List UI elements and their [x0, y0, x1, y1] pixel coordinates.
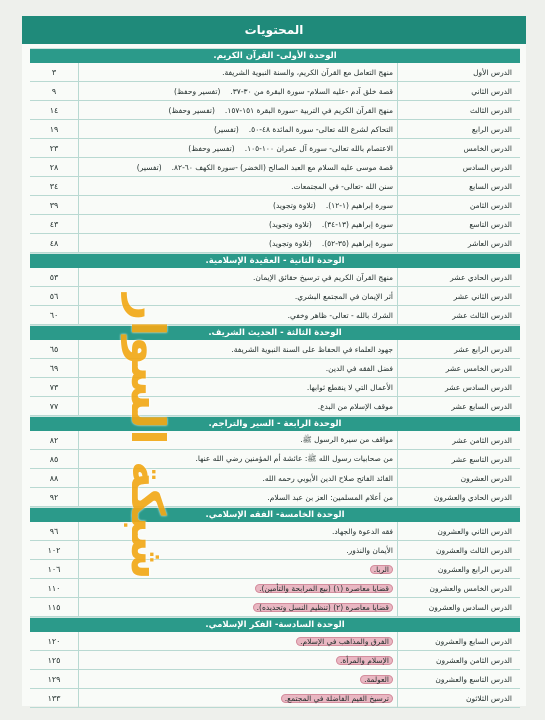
lesson-topic-text: فضل الفقه في الدين. [325, 363, 393, 373]
page-number: ٦٠ [30, 306, 79, 324]
lesson-topic-text: الفرق والمذاهب في الإسلام. [296, 637, 393, 646]
lesson-type-tag: (تفسير وحفظ) [173, 86, 221, 96]
lesson-type-tag: (تلاوة وتجويد) [269, 219, 312, 229]
page-number: ٧٣ [30, 378, 79, 396]
toc-row[interactable] [30, 196, 520, 215]
toc-row[interactable] [30, 397, 520, 416]
page-number: ٩٢ [30, 488, 79, 506]
toc-row[interactable] [30, 306, 520, 325]
toc-row[interactable] [30, 215, 520, 234]
page-number: ١١٠ [30, 579, 79, 597]
page-number: ٨٨ [30, 469, 79, 487]
lesson-topic [79, 177, 398, 195]
toc-row[interactable] [30, 522, 520, 541]
page-number: ٢٣ [30, 139, 79, 157]
toc-row[interactable] [30, 268, 520, 287]
lesson-topic [79, 139, 398, 157]
lesson-name: الدرس الحادي والعشرون [433, 492, 512, 502]
page-number: ٤٣ [30, 215, 79, 233]
lesson-name: الدرس الثامن والعشرون [435, 655, 512, 665]
toc-row[interactable] [30, 560, 520, 579]
lesson-name: الدرس التاسع والعشرون [435, 674, 512, 684]
lesson-name: الدرس السابع [469, 181, 512, 191]
page-number: ٣ [30, 63, 79, 81]
page-number: ٣٤ [30, 177, 79, 195]
lesson-topic [79, 158, 398, 176]
unit-header: الوحدة الثانية - العقيدة الإسلامية. [30, 253, 520, 268]
page-number: ١٣٣ [30, 689, 79, 707]
lesson-topic-text: فقه الدعوة والجهاد. [331, 526, 393, 536]
toc-row[interactable] [30, 598, 520, 617]
lesson-name: الدرس الخامس [463, 143, 512, 153]
toc-row[interactable] [30, 139, 520, 158]
lesson-topic-text: سورة إبراهيم (٣٥-٥٢). [321, 238, 393, 248]
lesson-topic-text: سورة إبراهيم (١٣-٣٤). [321, 219, 393, 229]
toc-row[interactable] [30, 158, 520, 177]
lesson-topic [79, 689, 398, 707]
unit-header: الوحدة الرابعة - السير والتراجم. [30, 416, 520, 431]
lesson-topic-text: الربا. [370, 565, 393, 574]
lesson-topic [79, 651, 398, 669]
lesson-topic-text: قصة خلق آدم -عليه السلام- سورة البقرة من ٣٠-٣٧. [230, 86, 393, 96]
lesson-name: الدرس الثاني عشر [453, 291, 512, 301]
lesson-type-tag: (تلاوة وتجويد) [273, 200, 316, 210]
lesson-type-tag: (تلاوة وتجويد) [269, 238, 312, 248]
lesson-name: الدرس الثامن عشر [452, 435, 512, 445]
lesson-type-tag: (تفسير وحفظ) [168, 105, 215, 115]
lesson-topic-text: جهود العلماء في الحفاظ على السنة النبوية الشريفة. [231, 344, 393, 354]
page-number: ٧٧ [30, 397, 79, 415]
page-number: ١٩ [30, 120, 79, 138]
lesson-name: الدرس الرابع والعشرون [437, 564, 512, 574]
page-number: ٩٦ [30, 522, 79, 540]
toc-row[interactable] [30, 120, 520, 139]
toc-row[interactable] [30, 431, 520, 450]
lesson-name: الدرس الأول [473, 67, 512, 77]
lesson-name: الدرس السابع والعشرون [435, 636, 512, 646]
lesson-topic-text: الشرك بالله - تعالى- ظاهر وخفي. [287, 310, 393, 320]
lesson-topic-text: القائد الفاتح صلاح الدين الأيوبي رحمه الله. [262, 473, 393, 483]
lesson-name: الدرس العاشر [467, 238, 512, 248]
lesson-topic-text: مواقف من سيرة الرسول ﷺ. [300, 434, 393, 444]
page-number: ١٤ [30, 101, 79, 119]
lesson-name: الدرس الثالث والعشرون [436, 545, 512, 555]
unit-header: الوحدة السادسة- الفكر الإسلامي. [30, 617, 520, 632]
lesson-topic-text: العولمة. [360, 675, 393, 684]
unit-header: الوحدة الخامسة- الفقه الإسلامي. [30, 507, 520, 522]
lesson-name: الدرس الثالث [469, 105, 512, 115]
lesson-type-tag: (تفسير) [136, 162, 162, 172]
page-number: ١٢٠ [30, 632, 79, 650]
lesson-topic-text: ترسيخ القيم الفاضلة في المجتمع. [281, 694, 393, 703]
toc-row[interactable] [30, 632, 520, 651]
toc-row[interactable] [30, 63, 520, 82]
page-number: ١١٥ [30, 598, 79, 616]
toc-row[interactable] [30, 82, 520, 101]
page-number: ٢٨ [30, 158, 79, 176]
lesson-type-tag: (تفسير) [213, 124, 239, 134]
lesson-name: الدرس الثلاثون [465, 693, 512, 703]
page-number: ١٠٢ [30, 541, 79, 559]
page-number: ١٠٦ [30, 560, 79, 578]
lesson-topic [79, 63, 398, 81]
lesson-topic-text: منهج القرآن الكريم في ترسيخ حقائق الإيمان. [253, 272, 393, 282]
toc-row[interactable] [30, 359, 520, 378]
page-number: ٨٥ [30, 450, 79, 468]
lesson-topic-text: منهج التعامل مع القرآن الكريم، والسنة النبوية الشريفة. [222, 67, 393, 77]
lesson-topic [79, 196, 398, 214]
lesson-topic-text: الأيمان والنذور. [346, 545, 393, 555]
toc-row[interactable] [30, 469, 520, 488]
toc-row[interactable] [30, 651, 520, 670]
lesson-topic-text: أثر الإيمان في المجتمع البشري. [294, 291, 393, 301]
contents-title: المحتويات [22, 16, 526, 44]
lesson-topic-text: الإسلام والمرأة. [336, 656, 393, 665]
unit-header: الوحدة الثالثة - الحديث الشريف. [30, 325, 520, 340]
toc-row[interactable] [30, 234, 520, 253]
lesson-name: الدرس السادس والعشرون [428, 602, 512, 612]
lesson-name: الدرس العشرون [460, 473, 512, 483]
lesson-name: الدرس الثالث عشر [452, 310, 512, 320]
lesson-name: الدرس السادس عشر [445, 382, 512, 392]
lesson-name: الدرس الخامس والعشرون [429, 583, 512, 593]
toc-row[interactable] [30, 579, 520, 598]
lesson-name: الدرس الثاني [471, 86, 512, 96]
page-number: ٩ [30, 82, 79, 100]
lesson-topic [79, 101, 398, 119]
toc-row[interactable] [30, 450, 520, 469]
toc-row[interactable] [30, 177, 520, 196]
lesson-topic-text: الأعمال التي لا ينقطع ثوابها. [306, 382, 393, 392]
lesson-topic [79, 120, 398, 138]
lesson-type-tag: (تفسير وحفظ) [188, 143, 235, 153]
toc-row[interactable] [30, 541, 520, 560]
page-number: ٤٨ [30, 234, 79, 252]
lesson-topic-text: من صحابيات رسول الله ﷺ: عائشة أم المؤمنين رضي الله عنها. [195, 453, 393, 463]
lesson-topic-text: الاعتصام بالله تعالى- سورة آل عمران ١٠٠-١٠٥. [244, 143, 393, 153]
toc-row[interactable] [30, 340, 520, 359]
page-number: ١٢٩ [30, 670, 79, 688]
page-number: ١٢٥ [30, 651, 79, 669]
lesson-name: الدرس السادس [462, 162, 512, 172]
toc-row[interactable] [30, 287, 520, 306]
toc-row[interactable] [30, 689, 520, 708]
toc-row[interactable] [30, 670, 520, 689]
toc-row[interactable] [30, 101, 520, 120]
toc-row[interactable] [30, 488, 520, 507]
lesson-name: الدرس الخامس عشر [445, 363, 512, 373]
lesson-name: الدرس التاسع [469, 219, 512, 229]
lesson-name: الدرس السابع عشر [451, 401, 512, 411]
lesson-topic-text: سنن الله -تعالى- في المجتمعات. [291, 181, 393, 191]
lesson-topic [79, 215, 398, 233]
page-number: ٦٩ [30, 359, 79, 377]
table-of-contents [30, 48, 520, 708]
page-number: ٨٢ [30, 431, 79, 449]
lesson-topic-text: قضايا معاصرة (٢) (تنظيم النسل وتحديده). [253, 603, 393, 612]
watermark: شبكة السوار [121, 294, 175, 580]
page-number: ٦٥ [30, 340, 79, 358]
lesson-topic-text: قصة موسى عليه السلام مع العبد الصالح (الخضر) -سورة الكهف ٦٠-٨٢. [171, 162, 393, 172]
page-number: ٥٣ [30, 268, 79, 286]
lesson-topic [79, 82, 398, 100]
lesson-topic-text: قضايا معاصرة (١) (بيع المرابحة والتأمين). [255, 584, 393, 593]
lesson-name: الدرس الحادي عشر [450, 272, 512, 282]
page-number: ٣٩ [30, 196, 79, 214]
lesson-name: الدرس الرابع عشر [454, 344, 512, 354]
page-number: ٥٦ [30, 287, 79, 305]
lesson-name: الدرس الرابع [471, 124, 512, 134]
lesson-topic-text: من أعلام المسلمين: العز بن عبد السلام. [267, 492, 393, 502]
lesson-topic-text: سورة إبراهيم (١-١٢). [325, 200, 393, 210]
lesson-topic [79, 670, 398, 688]
lesson-topic-text: منهج القرآن الكريم في التربية -سورة البقرة ١٥١-١٥٧. [224, 105, 393, 115]
lesson-topic-text: التحاكم لشرع الله تعالى- سورة المائدة ٤٨-٥٠. [248, 124, 393, 134]
lesson-topic-text: موقف الإسلام من البدع. [317, 401, 393, 411]
lesson-name: الدرس التاسع عشر [451, 454, 512, 464]
unit-header: الوحدة الأولى- القرآن الكريم. [30, 48, 520, 63]
lesson-name: الدرس الثاني والعشرون [437, 526, 512, 536]
toc-row[interactable] [30, 378, 520, 397]
lesson-name: الدرس الثامن [469, 200, 512, 210]
